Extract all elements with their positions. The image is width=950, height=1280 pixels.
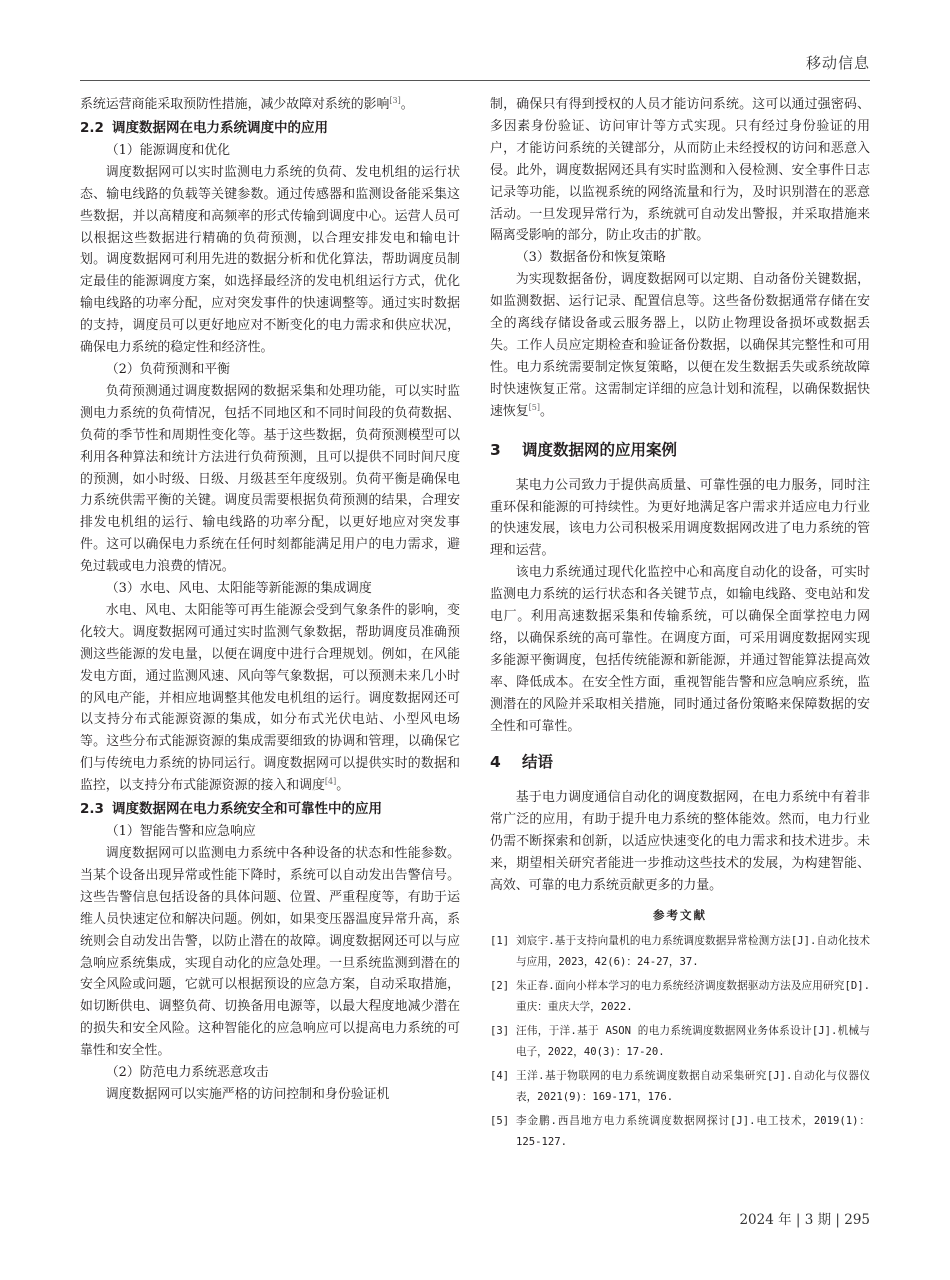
- citation: [4]: [324, 777, 337, 787]
- reference-item: [2] 朱正春.面向小样本学习的电力系统经济调度数据驱动方法及应用研究[D].重庆：重庆大学，2022.: [490, 980, 870, 1013]
- paragraph: 制，确保只有得到授权的人员才能访问系统。这可以通过强密码、多因素身份验证、访问审计等方式实现。只有经过身份验证的用户，才能访问系统的关键部分，从而防止未经授权的访问和恶意入侵。此外，调度数据网还具有实时监测和入侵检测、安全事件日志记录等功能，以监视系统的网络流量和行为，及时识别潜在的恶意活动。一旦发现异常行为，系统就可自动发出警报，并采取措施来隔离受影响的部分，防止攻击的扩散。: [490, 97, 870, 244]
- reference-item: [4] 王洋.基于物联网的电力系统调度数据自动采集研究[J].自动化与仪器仪表，2021(9)：169-171，176.: [490, 1070, 870, 1103]
- subheading: （2）防范电力系统恶意攻击: [105, 1065, 269, 1081]
- reference-item: [1] 刘宸宇.基于支持向量机的电力系统调度数据异常检测方法[J].自动化技术与应用，2023，42(6)：24-27，37.: [490, 935, 870, 968]
- reference-list: [490, 931, 870, 1152]
- paragraph: 某电力公司致力于提供高质量、可靠性强的电力服务，同时注重环保和能源的可持续性。为更好地满足客户需求并适应电力行业的快速发展，该电力公司积极采用调度数据网改进了电力系统的管理和运营。: [490, 477, 870, 559]
- paragraph: 系统运营商能采取预防性措施，减少故障对系统的影响[3]。: [80, 96, 414, 112]
- subheading: （3）数据备份和恢复策略: [515, 250, 666, 266]
- reference-item: [3] 汪伟，于洋.基于 ASON 的电力系统调度数据网业务体系设计[J].机械与电子，2022，40(3)：17-20.: [490, 1025, 870, 1058]
- citation: [3]: [389, 96, 401, 105]
- paragraph: 为实现数据备份，调度数据网可以定期、自动备份关键数据，如监测数据、运行记录、配置信息等。这些备份数据通常存储在安全的离线存储设备或云服务器上，以防止物理设备损坏或数据丢失。工作人员应定期检查和验证备份数据，以确保其完整性和可用性。电力系统需要制定恢复策略，以便在发生数据丢失或系统故障时快速恢复正常。这需制定详细的应急计划和流程，以确保数据快速恢复[5]。: [490, 272, 870, 419]
- right-column: [490, 94, 870, 1156]
- paragraph: 负荷预测通过调度数据网的数据采集和处理功能，可以实时监测电力系统的负荷情况，包括不同地区和不同时间段的负荷数据、负荷的季节性和周期性变化等。基于这些数据，负荷预测模型可以利用各种算法和统计方法进行负荷预测，且可以提供不同时间尺度的预测，如小时级、日级、月级甚至年度级别。负荷平衡是确保电力系统供需平衡的关键。调度员需要根据负荷预测的结果，合理安排发电机组的运行、输电线路的功率分配，以更好地应对突发事件。这可以确保电力系统在任何时刻都能满足用户的电力需求，避免过载或电力浪费的情况。: [80, 383, 460, 575]
- section-heading-2-2: 2.2 调度数据网在电力系统调度中的应用: [80, 119, 328, 136]
- reference-item: [5] 李金鹏.西昌地方电力系统调度数据网探讨[J].电工技术，2019(1)：125-127.: [490, 1115, 870, 1148]
- section-heading-2-3: 2.3 调度数据网在电力系统安全和可靠性中的应用: [80, 801, 382, 818]
- subheading: （1）能源调度和优化: [105, 142, 231, 158]
- page-footer: 2024 年 | 3 期 | 295: [739, 1212, 870, 1228]
- references-title: 参考文献: [653, 908, 707, 922]
- section-heading-3: 3 调度数据网的应用案例: [490, 440, 678, 459]
- paragraph: 调度数据网可以监测电力系统中各种设备的状态和性能参数。当某个设备出现异常或性能下降时，系统可以自动发出告警信号。这些告警信息包括设备的具体问题、位置、严重程度等，有助于运维人员快速定位和解决问题。例如，如果变压器温度异常升高，系统则会自动发出告警，以防止潜在的故障。调度数据网还可以与应急响应系统集成，实现自动化的应急处理。一旦系统监测到潜在的安全风险或问题，它就可以根据预设的应急方案，自动采取措施，如切断供电、调整负荷、切换备用电源等，以最大程度地减少潜在的损失和安全风险。这种智能化的应急响应可以提高电力系统的可靠性和安全性。: [80, 846, 460, 1059]
- subheading: （3）水电、风电、太阳能等新能源的集成调度: [105, 581, 372, 597]
- paragraph: 该电力系统通过现代化监控中心和高度自动化的设备，可实时监测电力系统的运行状态和各关键节点，如输电线路、变电站和发电厂。利用高速数据采集和传输系统，可以确保全面掌控电力网络，以确保系统的高可靠性。在调度方面，可采用调度数据网实现多能源平衡调度，包括传统能源和新能源，并通过智能算法提高效率、降低成本。在安全性方面，重视智能告警和应急响应系统，监测潜在的风险并采取相关措施，同时通过备份策略来保障数据的安全性和可靠性。: [490, 565, 870, 734]
- paragraph: 水电、风电、太阳能等可再生能源会受到气象条件的影响，变化较大。调度数据网可通过实时监测气象数据，帮助调度员准确预测这些能源的发电量，以便在调度中进行合理规划。例如，在风能发电方面，通过监测风速、风向等气象数据，可以预测未来几小时的风电产能，并相应地调整其他发电机组的运行。调度数据网还可以支持分布式能源资源的集成，如分布式光伏电站、小型风电场等。这些分布式能源资源的集成需要细致的协调和管理，以确保它们与传统电力系统的协同运行。调度数据网可以提供实时的数据和监控，以支持分布式能源资源的接入和调度[4]。: [80, 602, 460, 794]
- subheading: （1）智能告警和应急响应: [105, 824, 256, 840]
- header-rule: [80, 80, 870, 81]
- subheading: （2）负荷预测和平衡: [105, 361, 231, 377]
- section-heading-4: 4 结语: [490, 753, 554, 772]
- paragraph: 调度数据网可以实时监测电力系统的负荷、发电机组的运行状态、输电线路的负载等关键参数。通过传感器和监测设备能采集这些数据，并以高精度和高频率的形式传输到调度中心。运营人员可以根据这些数据进行精确的负荷预测，以合理安排发电和输电计划。调度数据网可利用先进的数据分析和优化算法，帮助调度员制定最佳的能源调度方案，如选择最经济的发电机组运行方式，优化输电线路的功率分配，应对突发事件的快速调整等。通过实时数据的支持，调度员可以更好地应对不断变化的电力需求和供应状况，确保电力系统的稳定性和经济性。: [80, 164, 460, 356]
- left-column: [80, 94, 460, 1106]
- citation: [5]: [528, 402, 541, 412]
- journal-name: 移动信息: [805, 54, 870, 72]
- paragraph: 调度数据网可以实施严格的访问控制和身份验证机: [105, 1086, 390, 1102]
- paragraph: 基于电力调度通信自动化的调度数据网，在电力系统中有着非常广泛的应用，有助于提升电力系统的整体能效。然而，电力行业仍需不断探索和创新，以适应快速变化的电力需求和技术进步。未来，期望相关研究者能进一步推动这些技术的发展，为构建智能、高效、可靠的电力系统贡献更多的力量。: [490, 790, 870, 894]
